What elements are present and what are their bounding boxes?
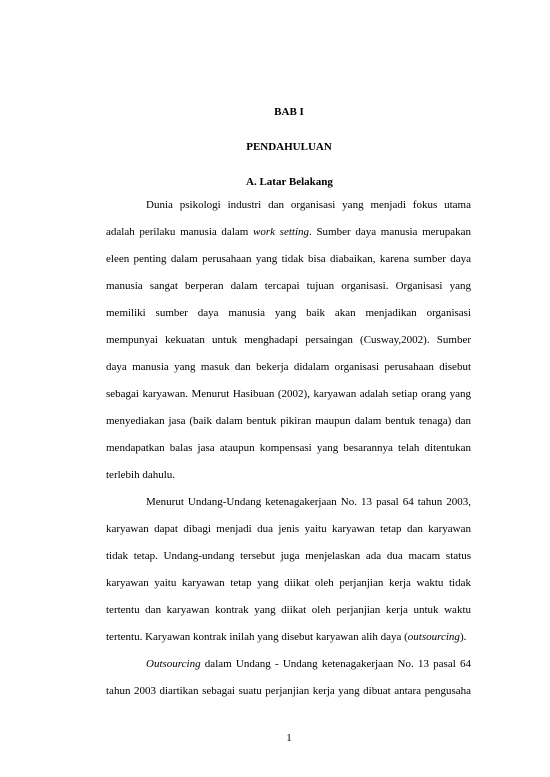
- paragraph-2-line-4: karyawan yaitu karyawan tetap yang diikat oleh perjanjian kerja waktu tidak: [106, 577, 471, 589]
- section-heading: A. Latar Belakang: [246, 176, 333, 188]
- paragraph-1-line-11: terlebih dahulu.: [106, 469, 176, 481]
- paragraph-3-line-2: tahun 2003 diartikan sebagai suatu perjanjian kerja yang dibuat antara pengusaha: [106, 685, 471, 697]
- page-number: 1: [286, 732, 292, 744]
- paragraph-1-line-7: daya manusia yang masuk dan bekerja didalam organisasi perusahaan disebut: [106, 361, 471, 373]
- paragraph-1-line-9: menyediakan jasa (baik dalam bentuk pikiran maupun dalam bentuk tenaga) dan: [106, 415, 471, 427]
- paragraph-3-line-1: Outsourcing dalam Undang - Undang ketenagakerjaan No. 13 pasal 64: [146, 658, 471, 670]
- chapter-title: PENDAHULUAN: [246, 141, 332, 153]
- paragraph-1-line-6: mempunyai kekuatan untuk menghadapi persaingan (Cusway,2002). Sumber: [106, 334, 471, 346]
- paragraph-1-line-4: manusia sangat berperan dalam tercapai tujuan organisasi. Organisasi yang: [106, 280, 471, 292]
- paragraph-1-line-3: eleen penting dalam perusahaan yang tidak bisa diabaikan, karena sumber daya: [106, 253, 471, 265]
- paragraph-1-line-2: adalah perilaku manusia dalam work setting. Sumber daya manusia merupakan: [106, 226, 471, 238]
- paragraph-1-line-8: sebagai karyawan. Menurut Hasibuan (2002), karyawan adalah setiap orang yang: [106, 388, 471, 400]
- paragraph-2-line-1: Menurut Undang-Undang ketenagakerjaan No. 13 pasal 64 tahun 2003,: [146, 496, 471, 508]
- paragraph-2-line-6: tertentu. Karyawan kontrak inilah yang disebut karyawan alih daya (outsourcing).: [106, 631, 467, 643]
- paragraph-2-line-2: karyawan dapat dibagi menjadi dua jenis yaitu karyawan tetap dan karyawan: [106, 523, 471, 535]
- chapter-number: BAB I: [274, 106, 304, 118]
- paragraph-1-line-1: Dunia psikologi industri dan organisasi yang menjadi fokus utama: [146, 199, 471, 211]
- paragraph-1-line-10: mendapatkan balas jasa ataupun kompensasi yang besarannya telah ditentukan: [106, 442, 471, 454]
- paragraph-2-line-5: tertentu dan karyawan kontrak yang diikat oleh perjanjian kerja untuk waktu: [106, 604, 471, 616]
- paragraph-2-line-3: tidak tetap. Undang-undang tersebut juga menjelaskan ada dua macam status: [106, 550, 471, 562]
- paragraph-1-line-5: memiliki sumber daya manusia yang baik akan menjadikan organisasi: [106, 307, 471, 319]
